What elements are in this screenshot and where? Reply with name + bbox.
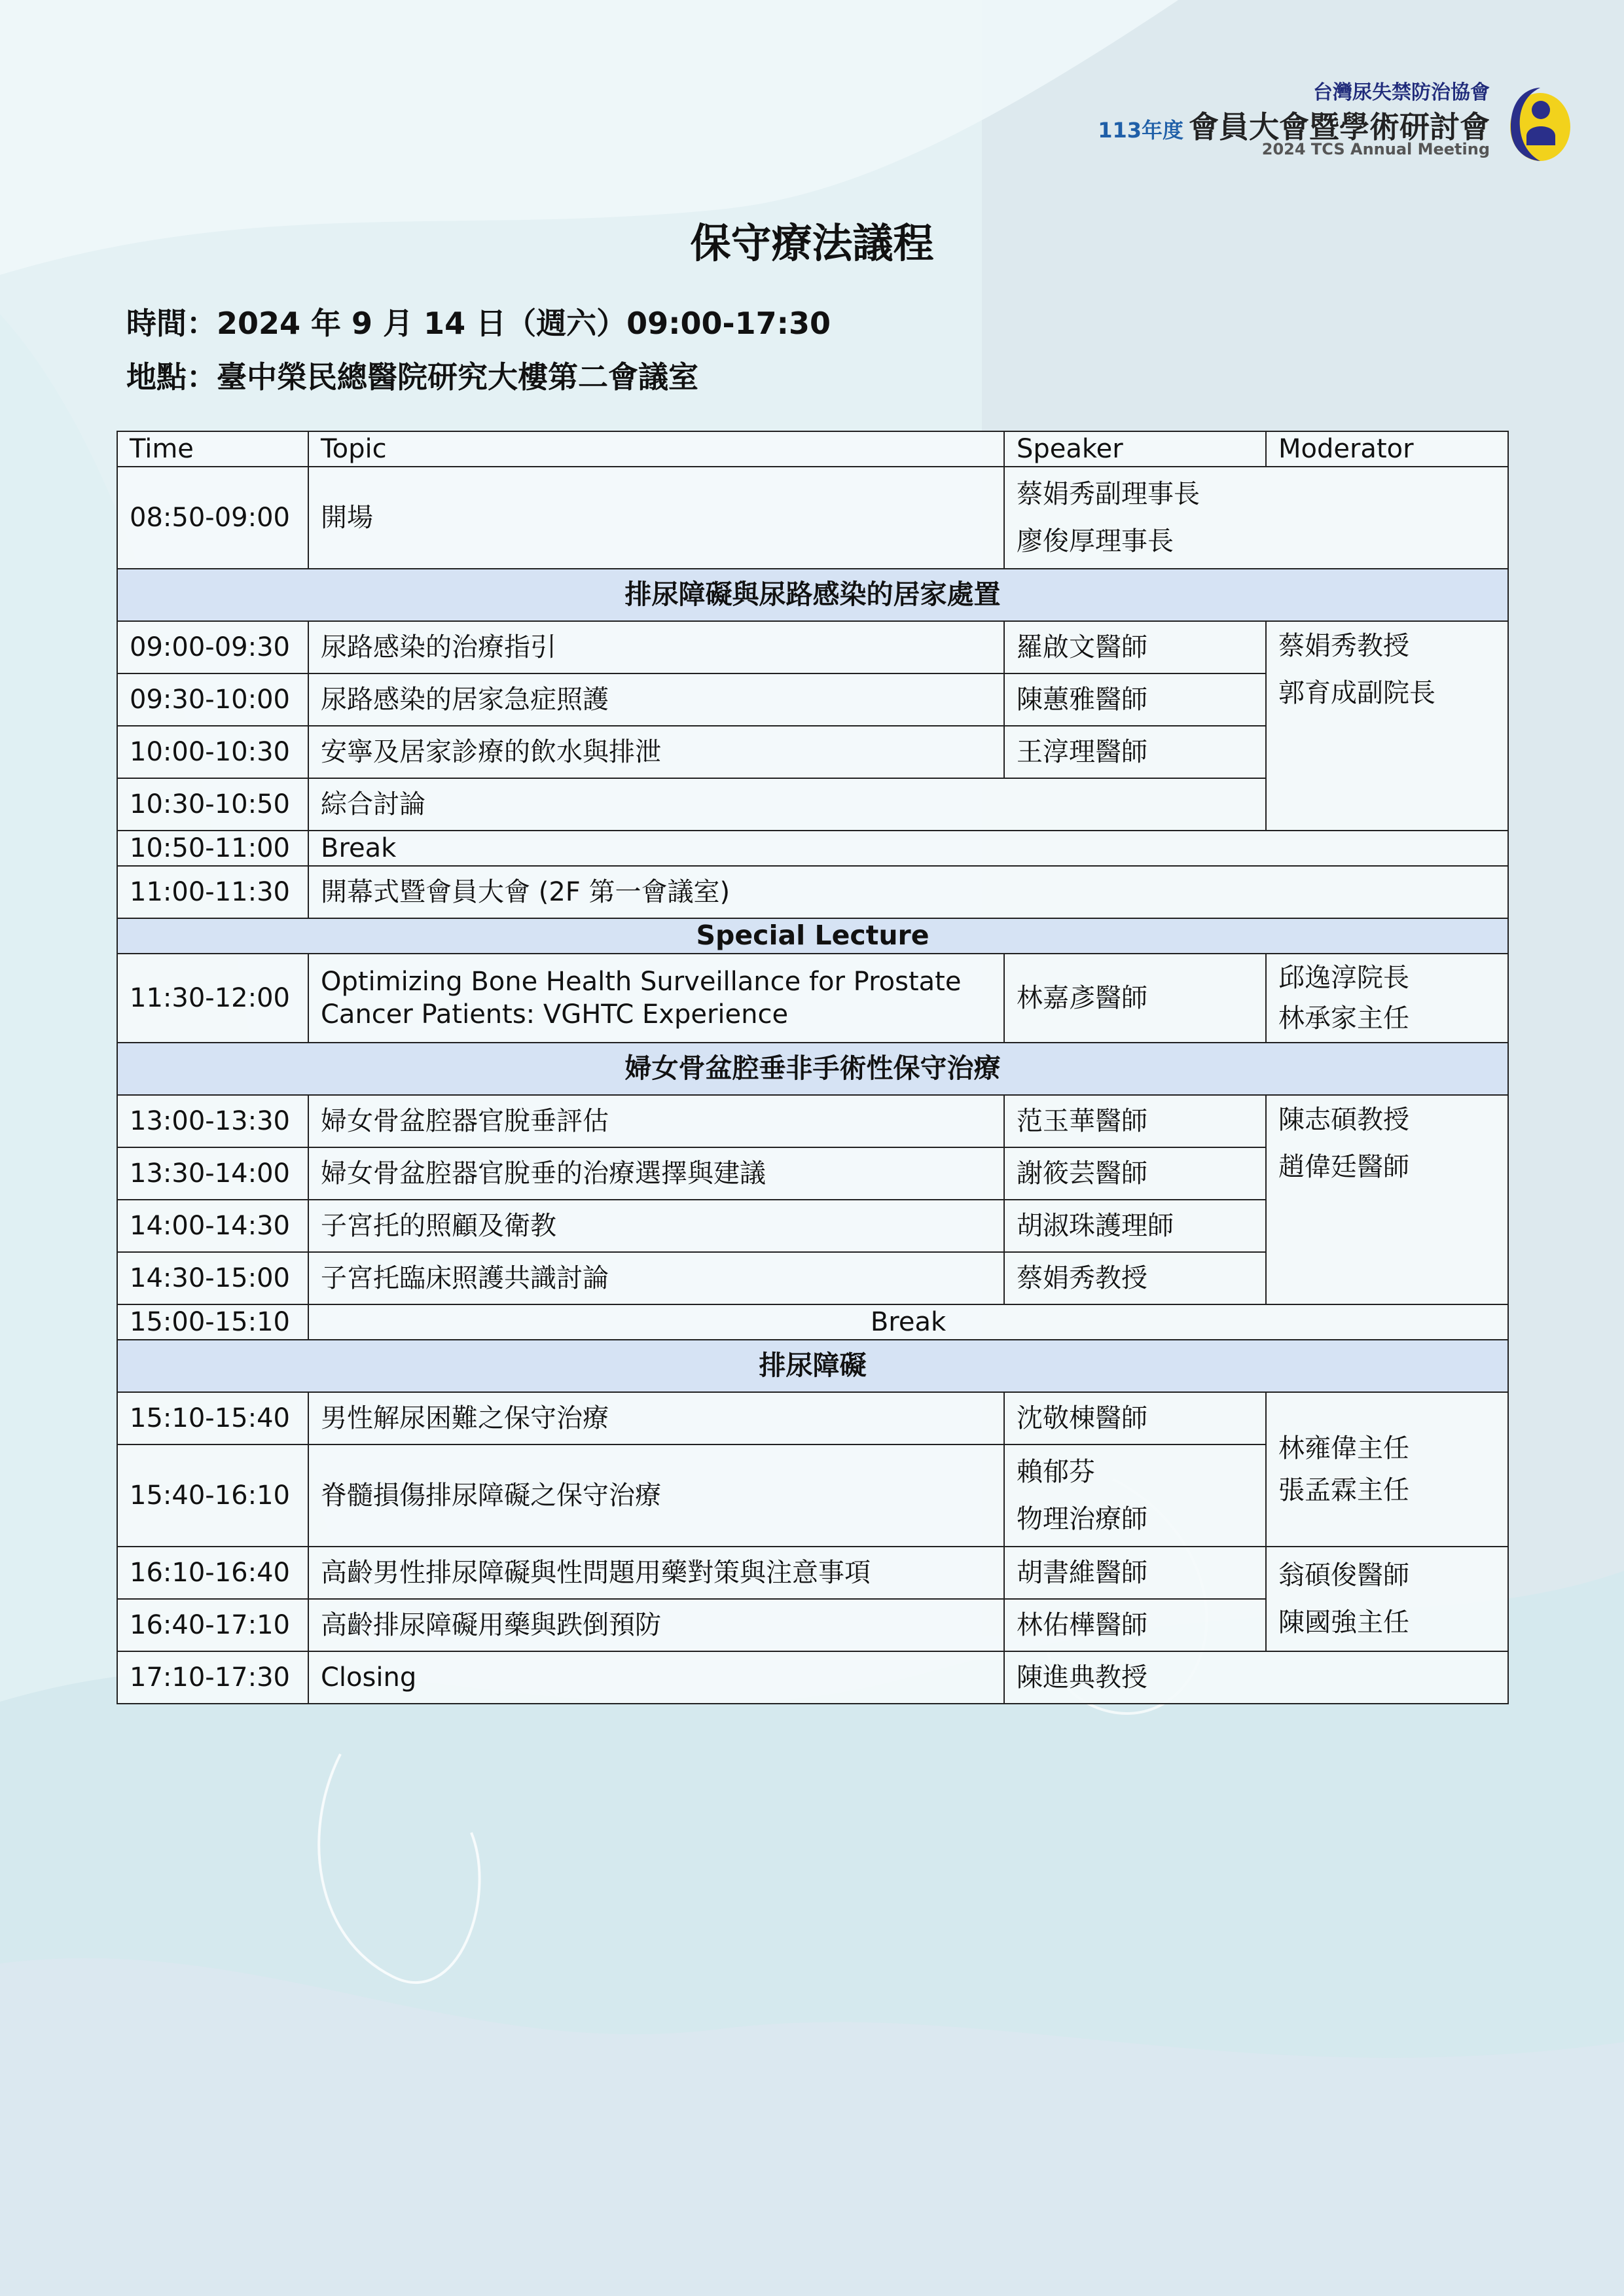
speaker-cell: 陳蕙雅醫師	[1004, 673, 1266, 726]
topic-cell: 綜合討論	[308, 778, 1266, 831]
section-row	[117, 569, 1508, 621]
time-cell: 14:00-14:30	[117, 1200, 308, 1252]
topic-cell: 男性解尿困難之保守治療	[308, 1392, 1004, 1444]
speaker-name: 蔡娟秀副理事長	[1017, 479, 1200, 509]
table-row	[117, 1392, 1508, 1444]
speaker-cell: 林佑樺醫師	[1004, 1599, 1266, 1651]
time-cell: 15:40-16:10	[117, 1444, 308, 1547]
topic-cell: 開幕式暨會員大會 (2F 第一會議室)	[308, 866, 1508, 918]
topic-cell: 婦女骨盆腔器官脫垂評估	[308, 1095, 1004, 1147]
topic-cell: 子宮托的照顧及衛教	[308, 1200, 1004, 1252]
table-header-row	[117, 431, 1508, 467]
speaker-cell: 王淳理醫師	[1004, 726, 1266, 778]
moderator-name: 林雍偉主任	[1278, 1433, 1409, 1463]
header-speaker: Speaker	[1004, 431, 1266, 467]
time-cell: 16:10-16:40	[117, 1547, 308, 1599]
table-row	[117, 467, 1508, 569]
topic-cell: 高齡男性排尿障礙與性問題用藥對策與注意事項	[308, 1547, 1004, 1599]
topic-cell: 婦女骨盆腔器官脫垂的治療選擇與建議	[308, 1147, 1004, 1200]
time-cell: 15:00-15:10	[117, 1304, 308, 1340]
topic-cell: 高齡排尿障礙用藥與跌倒預防	[308, 1599, 1004, 1651]
time-cell: 16:40-17:10	[117, 1599, 308, 1651]
time-cell: 11:00-11:30	[117, 866, 308, 918]
section-row	[117, 1043, 1508, 1095]
topic-cell: 尿路感染的居家急症照護	[308, 673, 1004, 726]
table-row	[117, 621, 1508, 673]
moderator-cell	[1266, 954, 1508, 1043]
header-moderator: Moderator	[1266, 431, 1508, 467]
time-cell: 13:30-14:00	[117, 1147, 308, 1200]
time-cell: 14:30-15:00	[117, 1252, 308, 1304]
section-title: 排尿障礙與尿路感染的居家處置	[117, 569, 1508, 621]
table-row	[117, 866, 1508, 918]
speaker-cell: 羅啟文醫師	[1004, 621, 1266, 673]
event-time: 時間：2024 年 9 月 14 日（週六）09:00-17:30	[126, 306, 831, 341]
speaker-name: 廖俊厚理事長	[1017, 526, 1174, 556]
page-title: 保守療法議程	[690, 219, 934, 267]
header-topic: Topic	[308, 431, 1004, 467]
organization-name: 台灣尿失禁防治協會	[1313, 81, 1490, 104]
table-row	[117, 1095, 1508, 1147]
speaker-name: 賴郁芬	[1017, 1457, 1095, 1487]
agenda-table	[117, 431, 1509, 1704]
time-cell: 13:00-13:30	[117, 1095, 308, 1147]
topic-cell: 子宮托臨床照護共識討論	[308, 1252, 1004, 1304]
header-time: Time	[117, 431, 308, 467]
speaker-title: 物理治療師	[1017, 1504, 1147, 1534]
speaker-cell: 沈敬棟醫師	[1004, 1392, 1266, 1444]
event-place: 地點：臺中榮民總醫院研究大樓第二會議室	[126, 359, 698, 395]
topic-cell: Break	[308, 831, 1508, 866]
table-row	[117, 1304, 1508, 1340]
topic-line: Cancer Patients: VGHTC Experience	[321, 999, 789, 1030]
moderator-cell	[1266, 1095, 1508, 1304]
table-row	[117, 831, 1508, 866]
speaker-cell: 蔡娟秀教授	[1004, 1252, 1266, 1304]
table-row	[117, 1547, 1508, 1599]
speaker-cell: 謝筱芸醫師	[1004, 1147, 1266, 1200]
topic-cell: Closing	[308, 1651, 1004, 1704]
moderator-name: 趙偉廷醫師	[1278, 1152, 1409, 1182]
moderator-name: 翁碩俊醫師	[1278, 1560, 1409, 1590]
topic-cell: 脊髓損傷排尿障礙之保守治療	[308, 1444, 1004, 1547]
section-title: 排尿障礙	[117, 1340, 1508, 1392]
moderator-name: 陳志碩教授	[1278, 1105, 1409, 1135]
table-row	[117, 954, 1508, 1043]
section-title: 婦女骨盆腔垂非手術性保守治療	[117, 1043, 1508, 1095]
speaker-cell	[1004, 467, 1508, 569]
time-cell: 10:00-10:30	[117, 726, 308, 778]
table-row	[117, 1651, 1508, 1704]
topic-cell: 尿路感染的治療指引	[308, 621, 1004, 673]
time-cell: 11:30-12:00	[117, 954, 308, 1043]
topic-cell	[308, 954, 1004, 1043]
moderator-name: 蔡娟秀教授	[1278, 631, 1409, 661]
moderator-name: 林承家主任	[1278, 1003, 1409, 1033]
moderator-name: 張孟霖主任	[1278, 1475, 1409, 1505]
topic-cell: 安寧及居家診療的飲水與排泄	[308, 726, 1004, 778]
time-cell: 09:00-09:30	[117, 621, 308, 673]
speaker-cell: 胡書維醫師	[1004, 1547, 1266, 1599]
moderator-name: 陳國強主任	[1278, 1607, 1409, 1638]
association-logo-icon	[1504, 82, 1573, 164]
moderator-name: 郭育成副院長	[1278, 678, 1435, 708]
section-row	[117, 918, 1508, 954]
time-cell: 10:30-10:50	[117, 778, 308, 831]
event-name: 會員大會暨學術研討會	[1189, 109, 1490, 145]
speaker-cell: 胡淑珠護理師	[1004, 1200, 1266, 1252]
event-year: 113年度	[1098, 118, 1183, 143]
moderator-cell	[1266, 621, 1508, 831]
event-english-name: 2024 TCS Annual Meeting	[1261, 140, 1490, 158]
moderator-cell	[1266, 1392, 1508, 1547]
time-cell: 10:50-11:00	[117, 831, 308, 866]
time-cell: 17:10-17:30	[117, 1651, 308, 1704]
speaker-cell	[1004, 1444, 1266, 1547]
topic-line: Optimizing Bone Health Surveillance for Prostate	[321, 967, 962, 997]
time-cell: 08:50-09:00	[117, 467, 308, 569]
speaker-cell: 林嘉彥醫師	[1004, 954, 1266, 1043]
time-cell: 15:10-15:40	[117, 1392, 308, 1444]
moderator-name: 邱逸淳院長	[1278, 963, 1409, 993]
topic-cell: 開場	[308, 467, 1004, 569]
time-cell: 09:30-10:00	[117, 673, 308, 726]
moderator-cell	[1266, 1547, 1508, 1651]
section-title: Special Lecture	[117, 918, 1508, 954]
speaker-cell: 范玉華醫師	[1004, 1095, 1266, 1147]
topic-cell: Break	[308, 1304, 1508, 1340]
section-row	[117, 1340, 1508, 1392]
speaker-cell: 陳進典教授	[1004, 1651, 1508, 1704]
